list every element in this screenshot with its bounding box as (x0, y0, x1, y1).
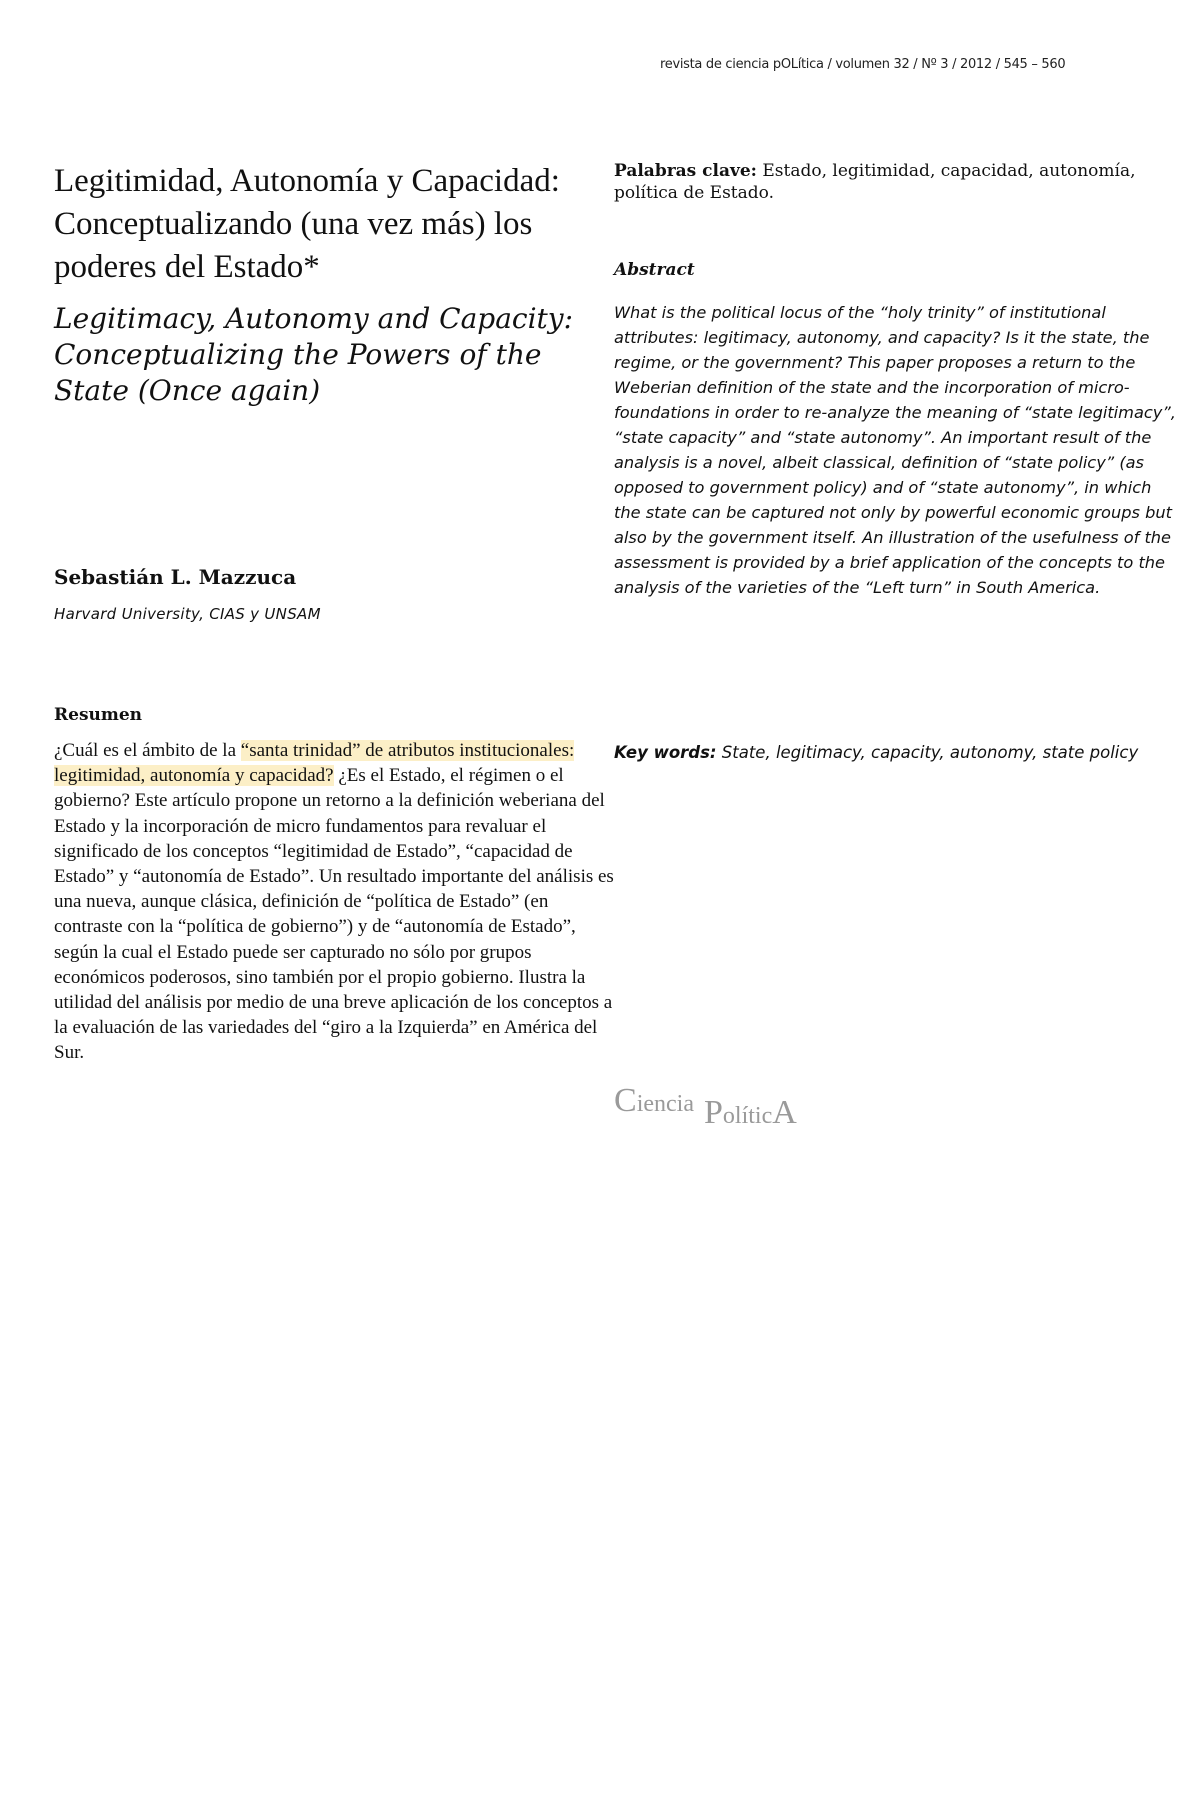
right-column (614, 160, 1176, 762)
key-words-label: Key words: (614, 743, 717, 762)
logo-word-olitic: olític (722, 1103, 773, 1129)
resumen-body (54, 738, 614, 1066)
logo-letter-p: P (703, 1094, 723, 1131)
article-title-english: Legitimacy, Autonomy and Capacity: Conceptualizing the Powers of the State (Once again) (54, 302, 574, 407)
logo-letter-a: A (772, 1094, 797, 1131)
ciencia-politica-logo (614, 1082, 797, 1131)
abstract-body: What is the political locus of the “holy trinity” of institutional attributes: legitimacy, autonomy, and capacity? Is it the state, the regime, or the government? This paper proposes a return to the Weberian definition of the state and the incorporation of micro-foundations in order to re-analyze the meaning of “state legitimacy”, “state capacity” and “state autonomy”. An important result of the analysis is a novel, albeit classical, definition of “state policy” (as opposed to government policy) and of “state autonomy”, in which the state can be captured not only by powerful economic groups but also by the government itself. An illustration of the usefulness of the assessment is provided by a brief application of the concepts to the analysis of the varieties of the “Left turn” in South America. (614, 303, 1176, 597)
author-name: Sebastián L. Mazzuca (54, 565, 297, 589)
left-column (54, 160, 614, 1064)
resumen-highlighted-text: “santa trinidad” de atributos institucionales: legitimidad, autonomía y capacidad? (54, 740, 575, 787)
logo-word-politica (703, 1094, 797, 1131)
journal-citation-header: revista de ciencia pOLítica / volumen 32 / Nº 3 / 2012 / 545 – 560 (660, 57, 1066, 72)
resumen-text-rest: ¿Es el Estado, el régimen o el gobierno? Este artículo propone un retorno a la definición weberiana del Estado y la incorporación de micro fundamentos para revaluar el significado de los conceptos “legitimidad de Estado”, “capacidad de Estado” y “autonomía de Estado”. Un resultado importante del análisis es una nueva, aunque clásica, definición de “política de Estado” (en contraste con la “política de gobierno”) y de “autonomía de Estado”, según la cual el Estado puede ser capturado no sólo por grupos económicos poderosos, sino también por el propio gobierno. Ilustra la utilidad del análisis por medio de una breve aplicación de los conceptos a la evaluación de las variedades del “giro a la Izquierda” en América del Sur. (54, 765, 614, 1064)
key-words (614, 740, 1174, 765)
logo-word-iencia: iencia (636, 1091, 694, 1117)
abstract-heading: Abstract (614, 260, 695, 280)
palabras-clave-label: Palabras clave: (614, 161, 757, 181)
palabras-clave-value: Estado, legitimidad, capacidad, autonomía, política de Estado. (614, 161, 1136, 203)
palabras-clave (614, 160, 1144, 204)
resumen-text-start: ¿Cuál es el ámbito de la (54, 740, 241, 761)
logo-letter-c: C (614, 1082, 637, 1119)
resumen-heading: Resumen (54, 705, 143, 725)
article-title-spanish: Legitimidad, Autonomía y Capacidad: Conceptualizando (una vez más) los poderes del Estado* (54, 163, 560, 285)
author-affiliation: Harvard University, CIAS y UNSAM (54, 605, 321, 623)
key-words-value: State, legitimacy, capacity, autonomy, state policy (716, 743, 1139, 762)
